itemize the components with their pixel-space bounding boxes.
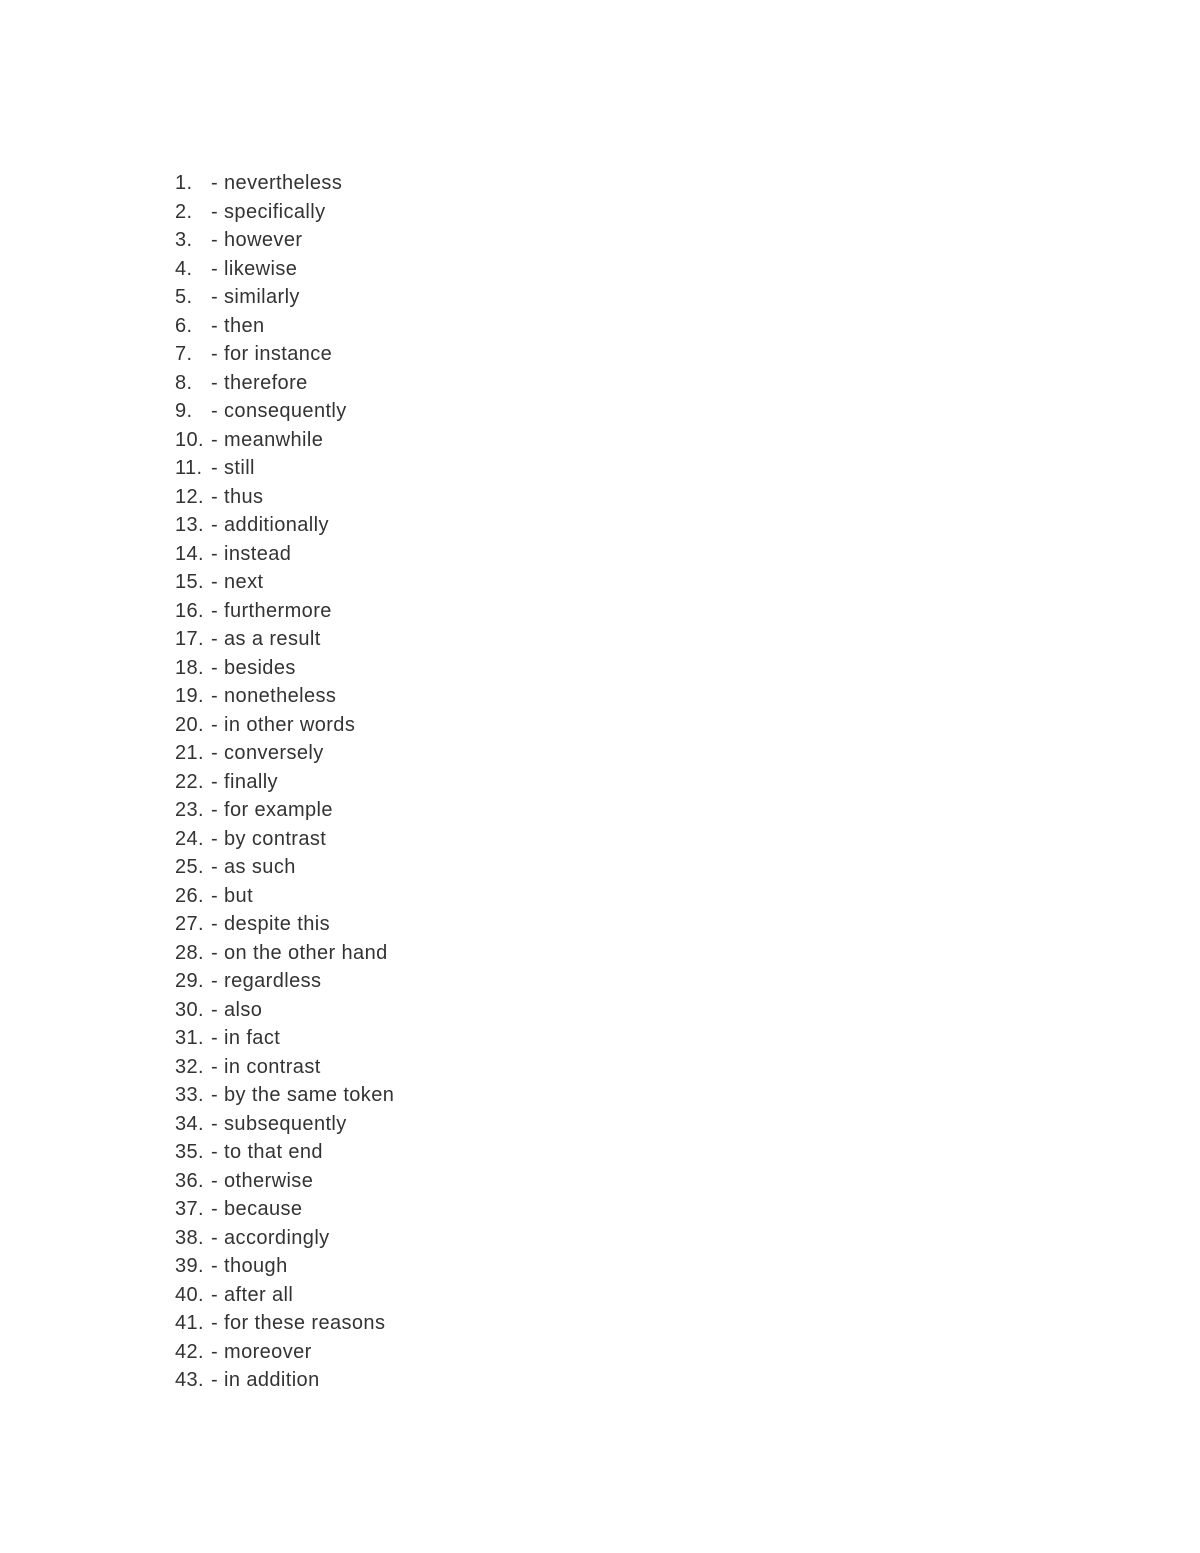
list-item-number: 17. <box>175 628 205 650</box>
list-item <box>175 1110 394 1139</box>
list-item-number: 37. <box>175 1198 205 1220</box>
list-item <box>175 796 394 825</box>
list-item <box>175 198 394 227</box>
list-item-text: - to that end <box>211 1141 323 1163</box>
list-item-number: 27. <box>175 913 205 935</box>
list-item <box>175 1195 394 1224</box>
list-item-text: - next <box>211 571 264 593</box>
list-item <box>175 397 394 426</box>
list-item <box>175 255 394 284</box>
list-item-text: - nevertheless <box>211 172 343 194</box>
list-item <box>175 1053 394 1082</box>
list-item-text: - for example <box>211 799 333 821</box>
list-item-text: - because <box>211 1198 303 1220</box>
list-item <box>175 967 394 996</box>
list-item-number: 8. <box>175 371 193 394</box>
list-item-number: 24. <box>175 827 205 850</box>
list-item-number: 19. <box>175 685 205 707</box>
list-item <box>175 768 394 797</box>
list-item-number: 18. <box>175 656 205 679</box>
list-item-text: - instead <box>211 542 292 565</box>
list-item <box>175 226 394 255</box>
list-item-text: - consequently <box>211 400 347 422</box>
list-item-text: - on the other hand <box>211 941 388 964</box>
list-item <box>175 1224 394 1253</box>
list-item <box>175 1281 394 1310</box>
list-item-text: - furthermore <box>211 599 332 622</box>
list-item <box>175 939 394 968</box>
list-item <box>175 682 394 711</box>
list-item-text: - but <box>211 884 254 907</box>
list-item <box>175 511 394 540</box>
list-item-number: 25. <box>175 856 205 878</box>
list-item <box>175 711 394 740</box>
list-item <box>175 996 394 1025</box>
list-item <box>175 454 394 483</box>
list-item-text: - in fact <box>211 1027 281 1049</box>
list-item-number: 43. <box>175 1369 205 1391</box>
list-item-number: 26. <box>175 884 205 907</box>
list-item-number: 31. <box>175 1027 205 1049</box>
list-item-text: - as a result <box>211 628 321 650</box>
list-item <box>175 568 394 597</box>
list-item <box>175 312 394 341</box>
list-item-text: - moreover <box>211 1340 312 1363</box>
list-item-number: 29. <box>175 970 205 992</box>
list-item <box>175 1024 394 1053</box>
list-item-number: 28. <box>175 941 205 964</box>
list-item <box>175 1081 394 1110</box>
list-item <box>175 739 394 768</box>
transition-words-list <box>175 169 394 1395</box>
list-item-number: 13. <box>175 514 205 536</box>
list-item-number: 11. <box>175 457 203 479</box>
list-item-text: - besides <box>211 656 296 679</box>
list-item-text: - therefore <box>211 371 308 394</box>
list-item-number: 39. <box>175 1255 205 1277</box>
list-item-text: - after all <box>211 1283 294 1306</box>
list-item-number: 35. <box>175 1141 205 1163</box>
list-item-number: 42. <box>175 1340 205 1363</box>
list-item-number: 3. <box>175 229 193 251</box>
list-item-text: - then <box>211 314 265 337</box>
list-item-number: 10. <box>175 428 205 451</box>
list-item-text: - for these reasons <box>211 1312 386 1334</box>
list-item-text: - by contrast <box>211 827 327 850</box>
list-item <box>175 597 394 626</box>
list-item-number: 15. <box>175 571 205 593</box>
list-item-number: 9. <box>175 400 193 422</box>
list-item-number: 20. <box>175 713 205 736</box>
list-item-text: - subsequently <box>211 1112 347 1135</box>
list-item-number: 36. <box>175 1169 205 1192</box>
list-item <box>175 654 394 683</box>
list-item-number: 23. <box>175 799 205 821</box>
list-item <box>175 1338 394 1367</box>
list-item-number: 30. <box>175 998 205 1021</box>
list-item-text: - meanwhile <box>211 428 324 451</box>
list-item <box>175 625 394 654</box>
list-item-text: - similarly <box>211 286 300 308</box>
list-item-text: - additionally <box>211 514 329 536</box>
list-item-text: - finally <box>211 770 278 793</box>
list-item-text: - in other words <box>211 713 356 736</box>
list-item <box>175 540 394 569</box>
list-item-text: - regardless <box>211 970 322 992</box>
list-item <box>175 853 394 882</box>
list-item-text: - in contrast <box>211 1055 321 1078</box>
list-item-number: 6. <box>175 314 193 337</box>
list-item-number: 2. <box>175 200 193 223</box>
list-item-text: - for instance <box>211 343 333 365</box>
list-item <box>175 369 394 398</box>
list-item-text: - likewise <box>211 257 298 280</box>
list-item <box>175 910 394 939</box>
list-item-text: - accordingly <box>211 1226 330 1249</box>
list-item-text: - conversely <box>211 742 324 764</box>
list-item-number: 12. <box>175 485 205 508</box>
list-item-number: 16. <box>175 599 205 622</box>
list-item-text: - specifically <box>211 200 326 223</box>
list-item-number: 1. <box>175 172 193 194</box>
list-item-number: 38. <box>175 1226 205 1249</box>
list-item-number: 32. <box>175 1055 205 1078</box>
list-item-text: - though <box>211 1255 288 1277</box>
list-item <box>175 825 394 854</box>
list-item <box>175 483 394 512</box>
list-item-text: - thus <box>211 485 264 508</box>
list-item <box>175 1252 394 1281</box>
list-item <box>175 1167 394 1196</box>
list-item-number: 4. <box>175 257 193 280</box>
list-item-number: 34. <box>175 1112 205 1135</box>
list-item-number: 7. <box>175 343 193 365</box>
list-item-text: - also <box>211 998 263 1021</box>
list-item <box>175 169 394 198</box>
list-item <box>175 1138 394 1167</box>
list-item-number: 41. <box>175 1312 205 1334</box>
list-item <box>175 426 394 455</box>
list-item-text: - however <box>211 229 303 251</box>
list-item-number: 33. <box>175 1084 205 1106</box>
list-item-text: - in addition <box>211 1369 320 1391</box>
list-item-text: - still <box>211 457 255 479</box>
list-item-text: - otherwise <box>211 1169 314 1192</box>
list-item-number: 22. <box>175 770 205 793</box>
list-item-number: 5. <box>175 286 193 308</box>
list-item-text: - nonetheless <box>211 685 337 707</box>
list-item <box>175 283 394 312</box>
list-item <box>175 1366 394 1395</box>
list-item-number: 40. <box>175 1283 205 1306</box>
list-item-text: - despite this <box>211 913 330 935</box>
list-item-text: - as such <box>211 856 296 878</box>
list-item <box>175 1309 394 1338</box>
list-item-text: - by the same token <box>211 1084 395 1106</box>
list-item-number: 21. <box>175 742 205 764</box>
list-item <box>175 340 394 369</box>
list-item <box>175 882 394 911</box>
list-item-number: 14. <box>175 542 205 565</box>
